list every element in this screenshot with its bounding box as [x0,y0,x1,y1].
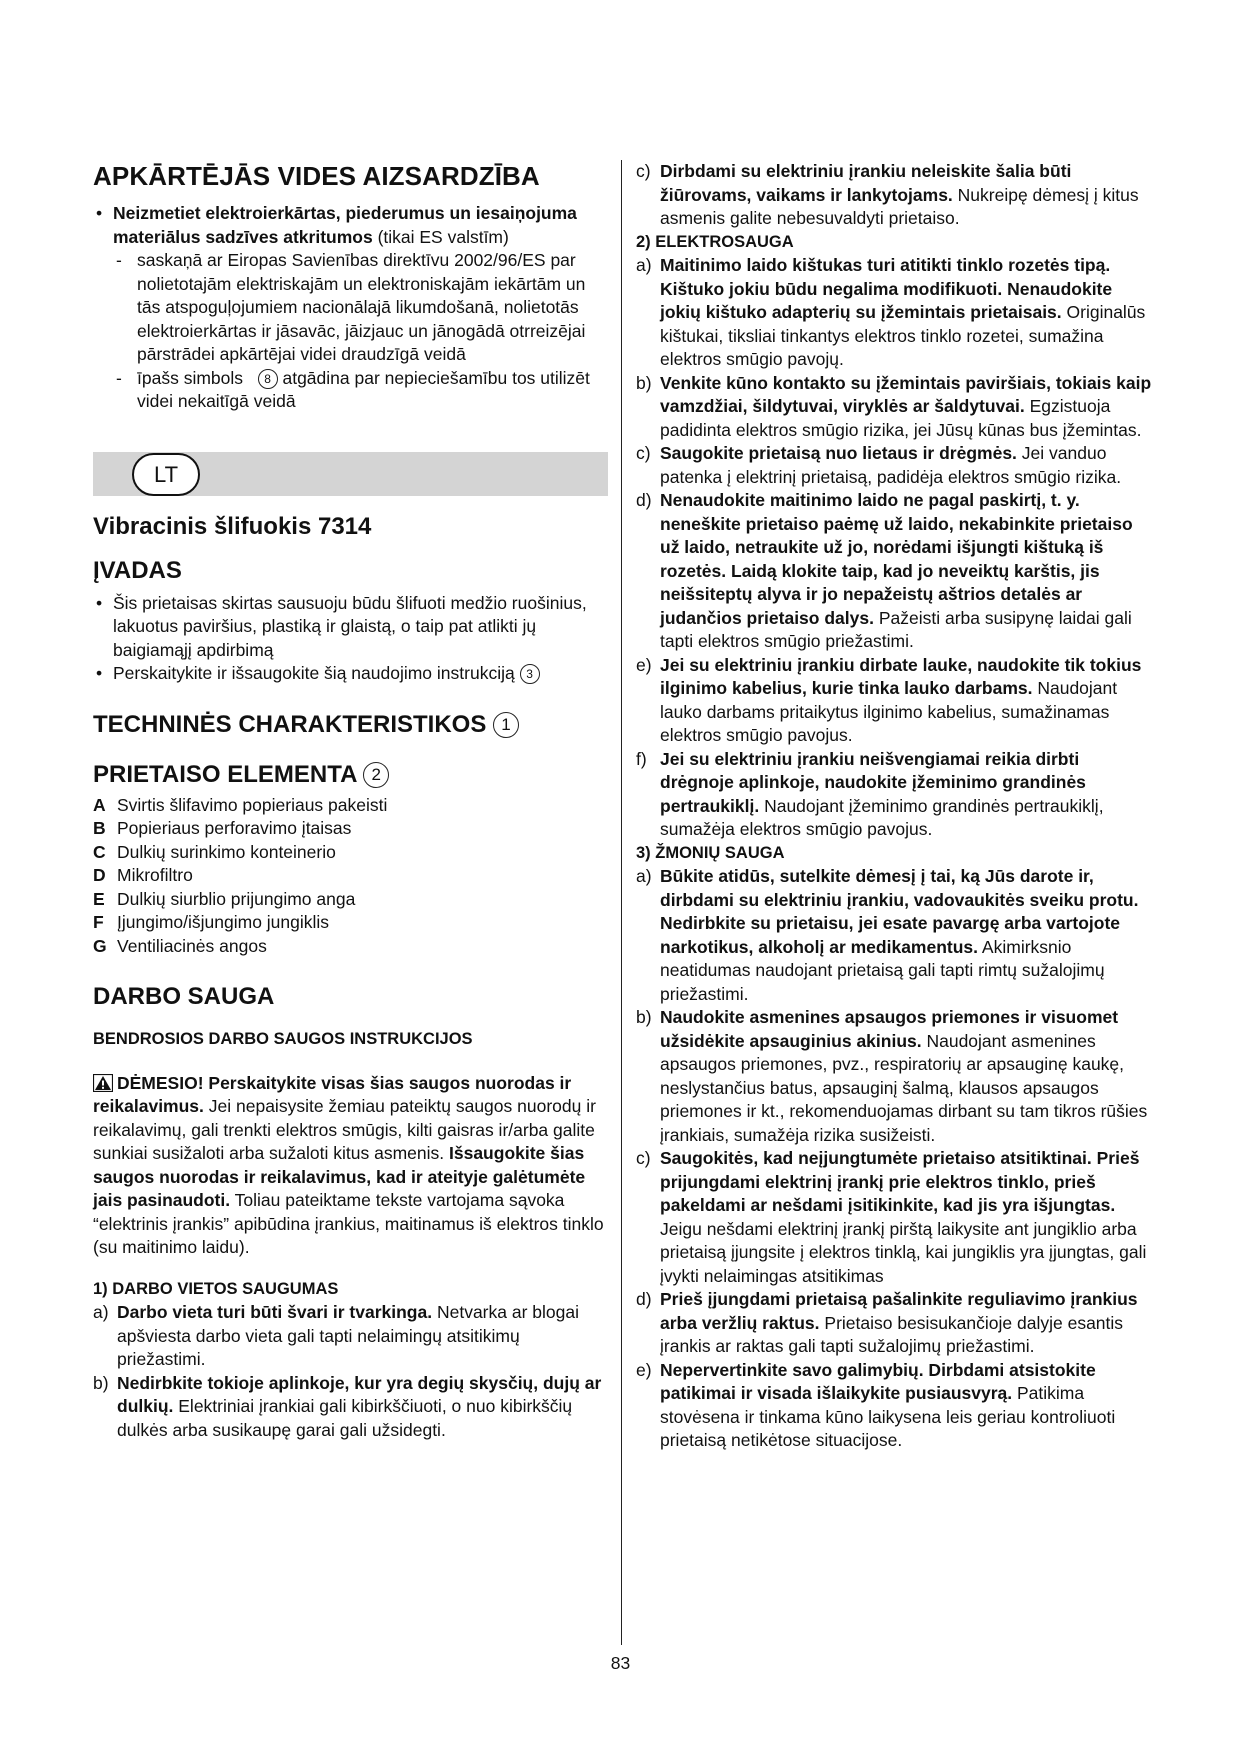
list-item: d) Prieš įjungdami prietaisą pašalinkite reguliavimo įrankius arba veržlių raktus. Prietaiso besisukančioje dalyje esantis įrankis ar raktas gali tapti sužalojimų priežastimi. [636,1289,1138,1356]
product-title: Vibracinis šlifuokis 7314 [93,512,372,540]
list-item: • Neizmetiet elektroierkārtas, piederumus un iesaiņojuma materiālus sadzīves atkritumos (tikai ES valstīm) - saskaņā ar Eiropas Savienības direktīvu 2002/96/ES par nolietotajām elektriskajām un elektroniskajām iekārtām un tās atspoguļojumiem nacionālajā likumdošanā, nolietotās elektroierkārtas ir jāsavāc, jāizjauc un jānogādā otrreizējai pārstrādei apkārtējai videi draudzīgā veidā - īpašs simbols 8 atgādina par nepieciešamību tos utilizēt videi nekaitīgā veidā [93,202,608,414]
warning-paragraph: DĖMESIO! Perskaitykite visas šias saugos nuorodas ir reikalavimus. Jei nepaisysite žemiau pateiktų saugos nuorodų ir reikalavimų, gali trenkti elektros smūgis, kilti gaisras ir/arba galite sunkiai susižaloti arba sužaloti kitus asmenis. Išsaugokite šias saugos nuorodas ir reikalavimus, kad ir ateityje galėtumėte jais pasinaudoti. Toliau pateiktame tekste vartojama sąvoka “elektrinis įrankis” apibūdina įrankius, maitinamus iš elektros tinklo (su maitinimo laidu). [93,1072,604,1257]
page-number: 83 [610,1653,631,1673]
list-item: c) Saugokite prietaisą nuo lietaus ir drėgmės. Jei vanduo patenka į elektrinį prietaisą, padidėja elektros smūgio rizika. [636,443,1122,487]
elements-title: PRIETAISO ELEMENTA 2 [93,760,608,790]
right-column [636,160,1156,1453]
intro-title: ĮVADAS [93,556,182,584]
list-item: a) Darbo vieta turi būti švari ir tvarkinga. Netvarka ar blogai apšviesta darbo vieta gali tapti nelaimingų atsitikimų priežastimi. [93,1302,579,1369]
personal-safety-title: 3) ŽMONIŲ SAUGA [636,843,785,862]
safety-subtitle: BENDROSIOS DARBO SAUGOS INSTRUKCIJOS [93,1030,473,1048]
ref-number-badge: 3 [520,664,540,684]
list-item: G Ventiliacinės angos [93,935,267,956]
list-item: b) Nedirbkite tokioje aplinkoje, kur yra degių skysčių, dujų ar dulkių. Elektriniai įrankiai gali kibirkščiuoti, o nuo kibirkščių dulkės arba susikaupę garai gali užsidegti. [93,1372,602,1440]
list-item: d) Nenaudokite maitinimo laido ne pagal paskirtį, t. y. neneškite prietaiso paėmę už laido, nekabinkite prietaiso už laido, netraukite už jo, norėdami išjungti kištuką iš rozetės. Laidą klokite taip, kad jo neveiktų karštis, jis neišsiteptų alyva ir jo nepažeistų aštrios detalės ar judančios prietaiso dalys. Pažeisti arba susipynę laidai gali tapti elektros smūgio priežastimi. [636,490,1133,651]
list-item: - īpašs simbols 8 atgādina par nepieciešamību tos utilizēt videi nekaitīgā veidā [93,367,608,414]
list-item: A Svirtis šlifavimo popieriaus pakeisti [93,794,388,815]
list-item: C Dulkių surinkimo konteinerio [93,841,336,862]
list-item: b) Venkite kūno kontakto su įžemintais paviršiais, tokiais kaip vamzdžiai, šildytuvai, viryklės ar šaldytuvai. Egzistuoja padidinta elektros smūgio rizika, jei Jūsų kūnas bus įžemintas. [636,372,1152,440]
list-item: D Mikrofiltro [93,865,193,885]
list-item: c) Dirbdami su elektriniu įrankiu neleiskite šalia būti žiūrovams, vaikams ir lankytojams. Nukreipę dėmesį į kitus asmenis galite nebesuvaldyti prietaiso. [636,161,1139,228]
intro-list [93,592,608,686]
left-column [93,160,608,1442]
ref-number-badge: 2 [363,762,389,788]
list-item: f) Jei su elektriniu įrankiu neišvengiamai reikia dirbti drėgnoje aplinkoje, naudokite įžeminimo grandinės pertraukiklį. Naudojant įžeminimo grandinės pertraukiklį, sumažėja elektros smūgio pavojus. [636,748,1104,839]
workplace-title: 1) DARBO VIETOS SAUGUMAS [93,1279,339,1298]
electrical-title: 2) ELEKTROSAUGA [636,232,794,251]
column-divider [621,160,622,1645]
list-item: a) Būkite atidūs, sutelkite dėmesį į tai, ką Jūs darote ir, dirbdami su elektriniu įrankiu, vadovaukitės sveiku protu. Nedirbkite su prietaisu, jei esate pavargę arba vartojote narkotikus, alkoholį ar medikamentus. Akimirksnio neatidumas naudojant prietaisą gali tapti rimtų sužalojimų priežastimi. [636,866,1139,1004]
specs-title: TECHNINĖS CHARAKTERISTIKOS 1 [93,710,608,740]
elements-list [93,794,608,959]
list-item: • Šis prietaisas skirtas sausuoju būdu šlifuoti medžio ruošinius, lakuotus paviršius, plastiką ir glaistą, o taip pat atlikti jų baigiamąjį apdirbimą [93,592,608,663]
list-item: • Perskaitykite ir išsaugokite šią naudojimo instrukciją 3 [93,662,608,686]
list-item: c) Saugokitės, kad neįjungtumėte prietaiso atsitiktinai. Prieš prijungdami elektrinį įrankį prie elektros tinklo, prieš pakeldami ar nešdami įsitikinkite, kad jis yra išjungtas. Jeigu nešdami elektrinį įrankį pirštą laikysite ant jungiklio arba prietaisą įjungsite į elektros tinklą, kai jungiklis yra įjungtas, gali įvykti nelaimingas atsitikimas [636,1148,1147,1286]
environment-list [93,202,608,414]
ref-number-badge: 1 [493,712,519,738]
language-band [93,452,608,496]
list-item: E Dulkių siurblio prijungimo anga [93,888,356,909]
list-item: e) Nepervertinkite savo galimybių. Dirbdami atsistokite patikimai ir visada išlaikykite pusiausvyrą. Patikima stovėsena ir tinkama kūno laikysena leis geriau kontroliuoti prietaisą netikėtose situacijose. [636,1359,1116,1450]
warning-icon [93,1074,113,1092]
language-badge: LT [132,453,200,496]
list-item: b) Naudokite asmenines apsaugos priemones ir visuomet užsidėkite apsauginius akinius. Naudojant asmenines apsaugos priemones, pvz., respiratorių ar apsauginę kaukę, neslystančius batus, apsauginį šalmą, klausos apsaugos priemones ir kt., rekomenduojamas dirbant su tam tikros rūšies įrankiais, sumažėja rizika susižeisti. [636,1007,1148,1145]
list-item: e) Jei su elektriniu įrankiu dirbate lauke, naudokite tik tokius ilginimo kabelius, kurie tinka lauko darbams. Naudojant lauko darbams pritaikytus ilginimo kabelius, sumažinamas elektros smūgio pavojus. [636,654,1142,745]
list-item: - saskaņā ar Eiropas Savienības direktīvu 2002/96/ES par nolietotajām elektriskajām un elektroniskajām iekārtām un tās atspoguļojumiem nacionālajā likumdošanā, nolietotās elektroierkārtas ir jāsavāc, jāizjauc un jānogādā otrreizējai pārstrādei apkārtējai videi draudzīgā veidā [93,249,608,367]
environment-title: APKĀRTĒJĀS VIDES AIZSARDZĪBA [93,161,540,191]
list-item: F Įjungimo/išjungimo jungiklis [93,912,330,932]
ref-number-badge: 8 [258,369,278,389]
list-item: a) Maitinimo laido kištukas turi atitikti tinklo rozetės tipą. Kištuko jokiu būdu negalima modifikuoti. Nenaudokite jokių kištuko adapterių su įžemintais prietaisais. Originalūs kištukai, tiksliai tinkantys elektros tinklo rozetei, sumažina elektros smūgio pavojų. [636,255,1146,369]
list-item: B Popieriaus perforavimo įtaisas [93,818,352,838]
safety-title: DARBO SAUGA [93,983,275,1010]
